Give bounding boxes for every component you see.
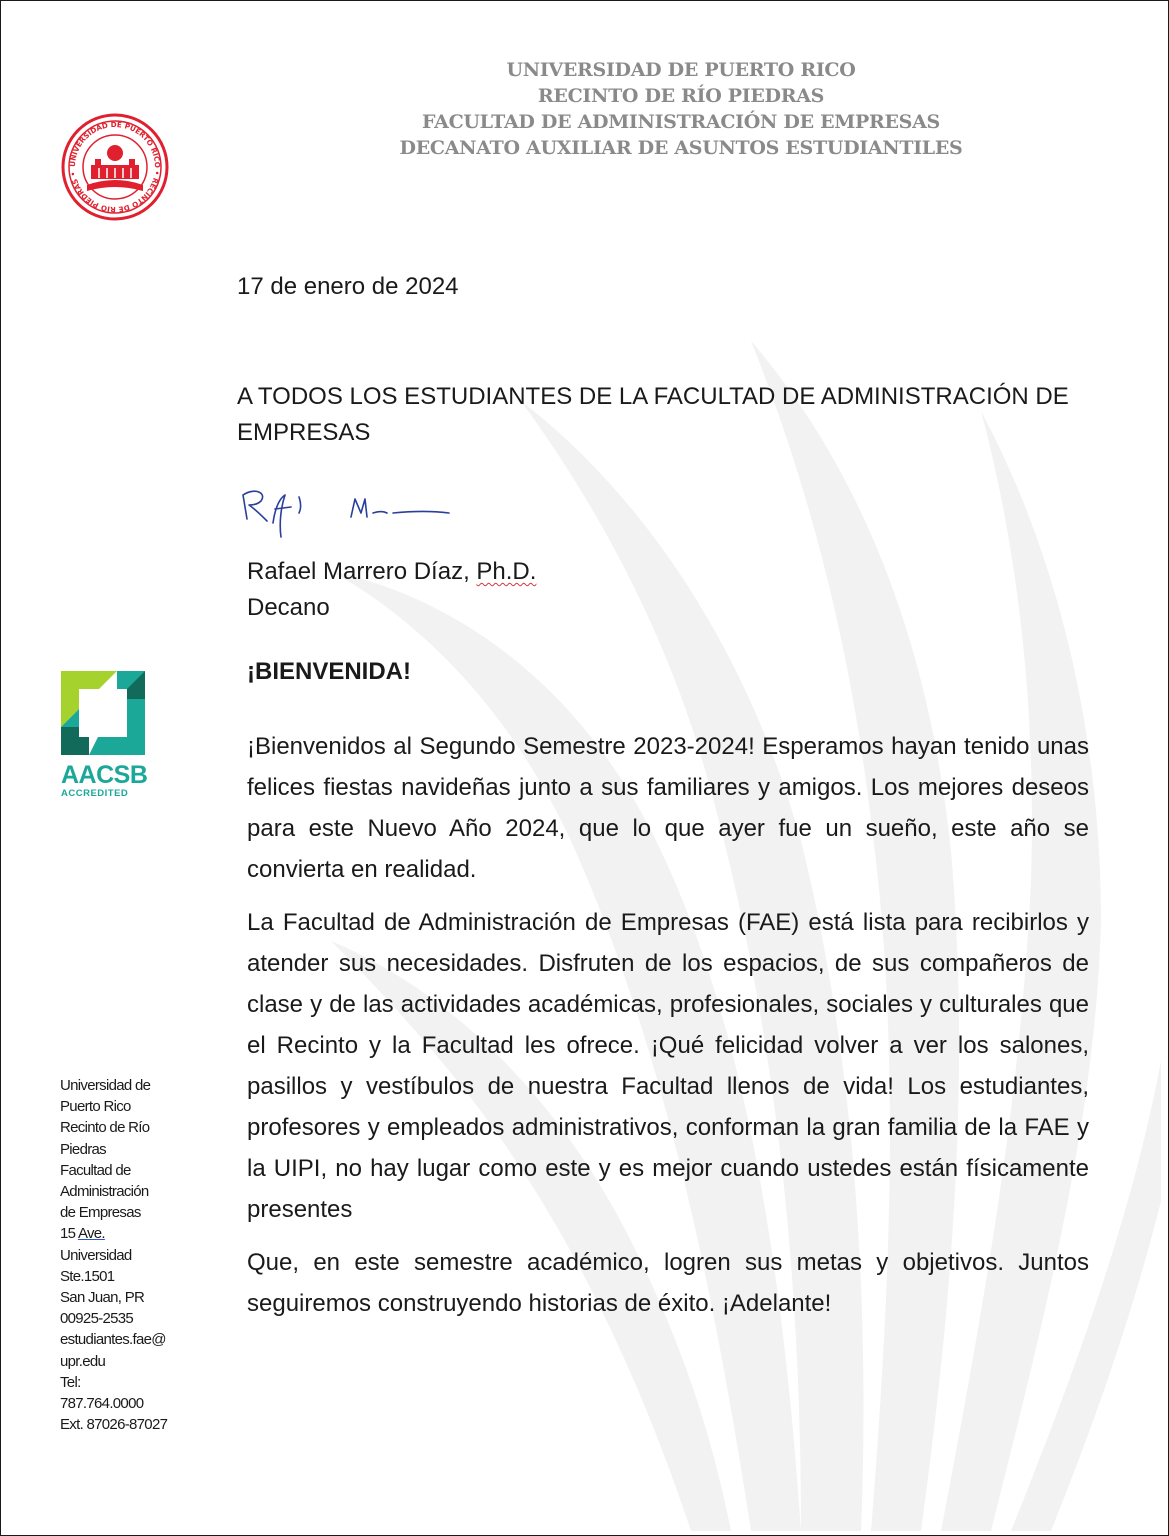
street-abbreviation: Ave. (77, 1225, 105, 1243)
contact-phone: 787.764.0000 (60, 1395, 144, 1413)
contact-address-line (60, 1223, 190, 1244)
letterhead-faculty: FACULTAD DE ADMINISTRACIÓN DE EMPRESAS (422, 111, 940, 133)
aacsb-name: AACSB (61, 761, 148, 789)
contact-line: Recinto de Río (60, 1119, 150, 1137)
signer-block (247, 554, 536, 626)
aacsb-logo (61, 671, 151, 799)
body-paragraph-2: La Facultad de Administración de Empresas (FAE) está lista para recibirlos y atender sus necesidades. Disfruten de los espacios, de sus compañeros de clase y de las actividades académicas, profesionales, sociales y culturales que el Recinto y la Facultad les ofrece. ¡Qué felicidad volver a ver los salones, pasillos y vestíbulos de nuestra Facultad llenos de vida! Los estudiantes, profesores y empleados administrativos, conforman la gran familia de la FAE y la UIPI, no hay lugar como este y es mejor cuando ustedes están físicamente presentes (247, 909, 1089, 1223)
signer-name (247, 554, 536, 590)
letterhead-campus: RECINTO DE RÍO PIEDRAS (537, 85, 825, 107)
letter-recipient: A TODOS LOS ESTUDIANTES DE LA FACULTAD DE ADMINISTRACIÓN DE EMPRESAS (237, 383, 1069, 446)
body-paragraph-3: Que, en este semestre académico, logren sus metas y objetivos. Juntos seguiremos construyendo historias de éxito. ¡Adelante! (247, 1249, 1089, 1317)
aacsb-logo-mark (61, 671, 145, 755)
street-number: 15 (60, 1225, 78, 1243)
contact-email-part: estudiantes.fae@ (60, 1331, 166, 1349)
contact-line: 00925-2535 (60, 1310, 134, 1328)
contact-line: Universidad de (60, 1077, 151, 1094)
letter-date: 17 de enero de 2024 (237, 273, 459, 300)
letterhead (331, 57, 1031, 161)
contact-line: de Empresas (60, 1204, 141, 1222)
contact-line: San Juan, PR (60, 1289, 145, 1307)
contact-email-part: upr.edu (60, 1352, 106, 1370)
letter-heading: ¡BIENVENIDA! (247, 658, 412, 685)
contact-line: Piedras (60, 1140, 106, 1158)
contact-line: Facultad de (60, 1161, 131, 1179)
contact-sidebar (60, 1075, 190, 1435)
aacsb-status: ACCREDITED (61, 788, 129, 799)
letterhead-deanship: DECANATO AUXILIAR DE ASUNTOS ESTUDIANTILES (399, 137, 963, 159)
body-paragraph-1: ¡Bienvenidos al Segundo Semestre 2023-2024! Esperamos hayan tenido unas felices fiestas navideñas junto a sus familiares y amigos. Los mejores deseos para este Nuevo Año 2024, que lo que ayer fue un sueño, este año se convierta en realidad. (247, 733, 1089, 883)
letter-body (247, 726, 1089, 1336)
contact-line: Tel: (60, 1373, 81, 1391)
signer-degree: Ph.D. (476, 558, 537, 585)
university-seal (61, 113, 169, 221)
handwritten-signature (233, 479, 453, 549)
svg-text:UNIVERSIDAD DE PUERTO RICO • R: UNIVERSIDAD DE PUERTO RICO • RECINTO DE RÍO PIEDRAS • (67, 119, 163, 215)
signer-title: Decano (247, 594, 330, 621)
contact-line: Universidad (60, 1246, 132, 1264)
letterhead-university: UNIVERSIDAD DE PUERTO RICO (506, 59, 856, 81)
signer-name-text: Rafael Marrero Díaz, (247, 558, 477, 585)
contact-extension: Ext. 87026-87027 (60, 1416, 168, 1434)
contact-line: Puerto Rico (60, 1098, 131, 1116)
contact-line: Administración (60, 1183, 149, 1201)
contact-line: Ste.1501 (60, 1267, 115, 1285)
